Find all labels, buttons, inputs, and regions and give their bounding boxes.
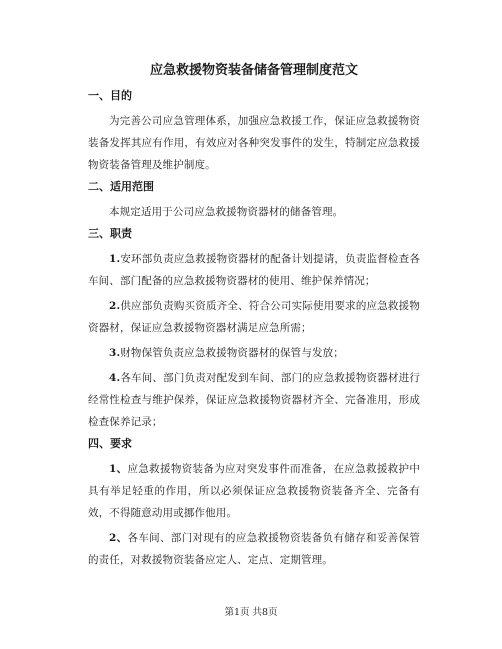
section-heading-scope: 二、适用范围 bbox=[88, 180, 154, 193]
item-number: 4. bbox=[109, 372, 121, 384]
document-title: 应急救援物资装备储备管理制度范文 bbox=[149, 63, 358, 78]
paragraph: 1、应急救援物资装备为应对突发事件而准备，在应急救援救护中具有举足轻重的作用，所以必须保证应急救援物资装备齐全、完备有效，不得随意动用或挪作他用。 bbox=[88, 463, 420, 519]
paragraph: 1.安环部负责应急救援物资器材的配备计划提请，负责监督检查各车间、部门配备的应急救援物资器材的使用、维护保养情况； bbox=[88, 253, 420, 287]
paragraph: 2.供应部负责购买资质齐全、符合公司实际使用要求的应急救援物资器材，保证应急救援物资器材满足应急所需； bbox=[88, 300, 420, 334]
item-number: 1. bbox=[109, 253, 121, 265]
paragraph: 4.各车间、部门负责对配发到车间、部门的应急救援物资器材进行经常性检查与维护保养，保证应急救援物资器材齐全、完备准用，形成检查保养记录； bbox=[88, 372, 420, 428]
paragraph: 3.财物保管负责应急救援物资器材的保管与发放； bbox=[109, 347, 344, 359]
document-body bbox=[88, 62, 420, 574]
section-heading-purpose: 一、目的 bbox=[88, 89, 132, 102]
item-number: 3. bbox=[109, 347, 121, 359]
section-heading-duties: 三、职责 bbox=[88, 227, 132, 240]
paragraph: 为完善公司应急管理体系，加强应急救援工作，保证应急救援物资装备发挥其应有作用，有效应对各种突发事件的发生，特制定应急救援物资装备管理及维护制度。 bbox=[88, 115, 420, 171]
item-number: 1、 bbox=[109, 463, 128, 475]
paragraph: 本规定适用于公司应急救援物资器材的储备管理。 bbox=[109, 206, 344, 218]
item-number: 2、 bbox=[109, 532, 128, 544]
paragraph: 2、各车间、部门对现有的应急救援物资装备负有储存和妥善保管的责任，对救援物资装备应定人、定点、定期管理。 bbox=[88, 532, 420, 566]
page-footer: 第1页 共8页 bbox=[224, 607, 278, 618]
item-number: 2. bbox=[109, 300, 121, 312]
section-heading-requirements: 四、要求 bbox=[88, 437, 132, 450]
